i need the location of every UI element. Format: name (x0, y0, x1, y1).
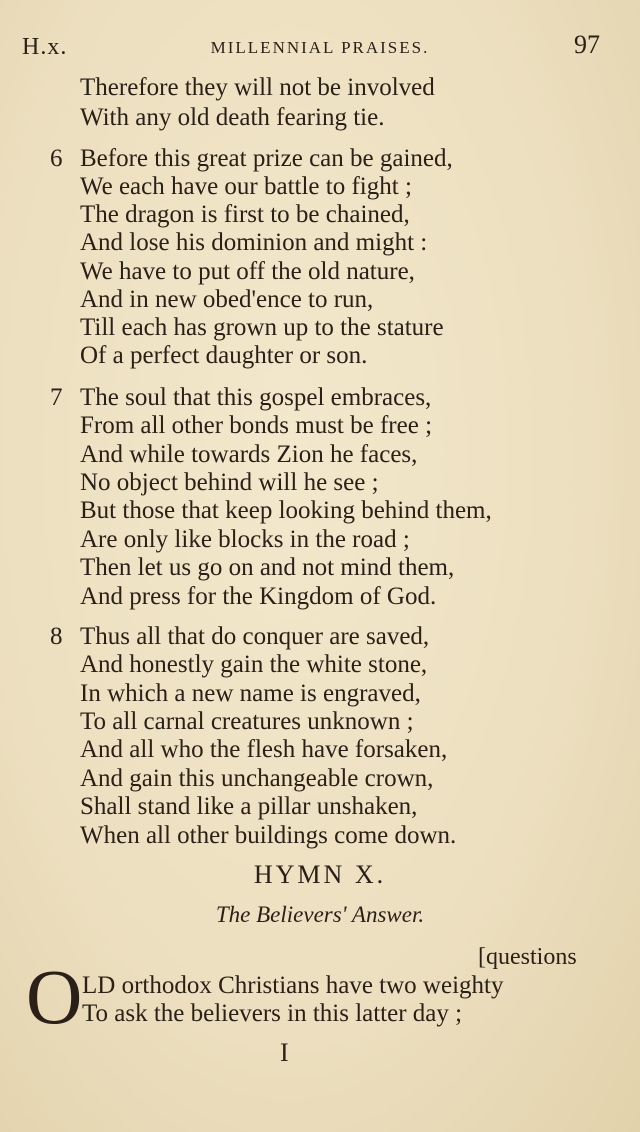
verse-line: LD orthodox Christians have two weighty (82, 972, 504, 999)
verse-line: Thus all that do conquer are saved, (80, 623, 430, 650)
hymn-subtitle: The Believers' Answer. (215, 902, 425, 927)
catchword: I (280, 1038, 289, 1067)
stanza-number: 6 (50, 145, 63, 172)
verse-line: But those that keep looking behind them, (80, 497, 492, 524)
verse-line: To ask the believers in this latter day ; (82, 1000, 463, 1027)
verse-line: And all who the flesh have forsaken, (80, 736, 448, 763)
verse-line: And while towards Zion he faces, (80, 441, 418, 468)
header-title: MILLENNIAL PRAISES. (210, 38, 430, 57)
verse-line: Shall stand like a pillar unshaken, (80, 793, 418, 820)
verse-line: We have to put off the old nature, (80, 258, 415, 285)
verse-line: And honestly gain the white stone, (80, 651, 428, 678)
drop-cap: O (26, 953, 83, 1040)
verse-line: And lose his dominion and might : (80, 229, 428, 256)
header-hymn-ref: H.x. (22, 34, 68, 60)
verse-line: Before this great prize can be gained, (80, 145, 453, 172)
verse-line: Therefore they will not be involved (80, 74, 435, 101)
verse-line: And gain this unchangeable crown, (80, 765, 434, 792)
verse-line: Of a perfect daughter or son. (80, 342, 368, 369)
verse-line: Are only like blocks in the road ; (80, 526, 410, 553)
verse-line: Then let us go on and not mind them, (80, 554, 455, 581)
verse-line: With any old death fearing tie. (80, 104, 385, 131)
stanza-number: 7 (50, 384, 63, 411)
verse-line: To all carnal creatures unknown ; (80, 708, 414, 735)
verse-line: The soul that this gospel embraces, (80, 384, 432, 411)
overflow-word: [questions (478, 944, 577, 970)
verse-line: When all other buildings come down. (80, 822, 457, 849)
stanza-number: 8 (50, 623, 63, 650)
verse-line: In which a new name is engraved, (80, 680, 421, 707)
page-number: 97 (574, 30, 600, 59)
verse-line: We each have our battle to fight ; (80, 173, 412, 200)
verse-line: From all other bonds must be free ; (80, 412, 433, 439)
verse-line: The dragon is first to be chained, (80, 201, 410, 228)
verse-line: No object behind will he see ; (80, 469, 379, 496)
verse-line: And press for the Kingdom of God. (80, 583, 437, 610)
verse-line: And in new obed'ence to run, (80, 286, 374, 313)
verse-line: Till each has grown up to the stature (80, 314, 444, 341)
hymn-title: HYMN X. (253, 860, 387, 889)
running-header (0, 30, 640, 70)
